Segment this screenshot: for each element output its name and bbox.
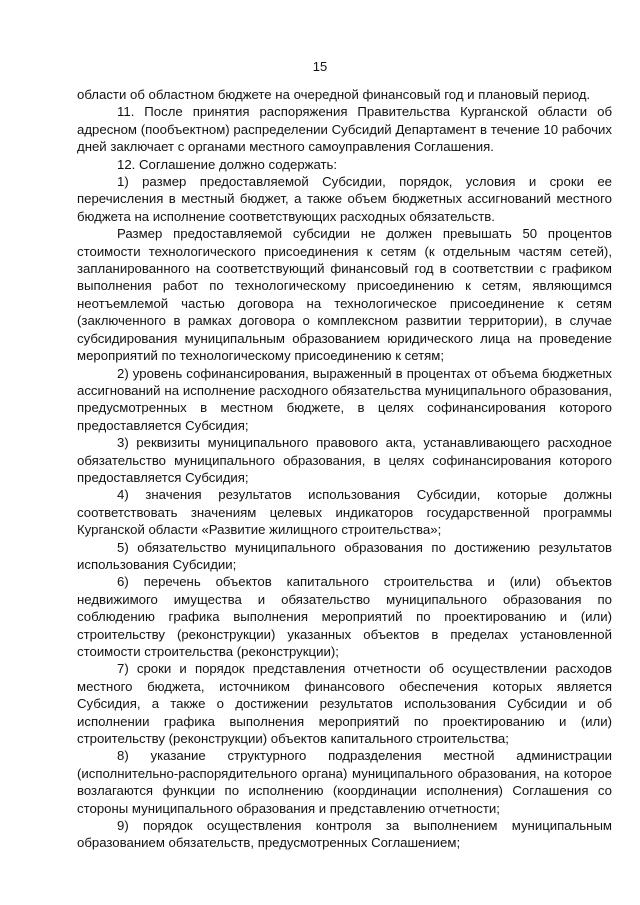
list-item-5: 5) обязательство муниципального образования по достижению результатов использования Субсидии; [77, 539, 612, 572]
list-item-8: 8) указание структурного подразделения местной администрации (исполнительно-распорядительного органа) муниципального образования, на которое возлагаются функции по исполнению (координации исполнения) Соглашения со стороны муниципального образования и представлению отчетности; [77, 748, 612, 816]
list-item-7: 7) сроки и порядок представления отчетности об осуществлении расходов местного бюджета, источником финансового обеспечения которых является Субсидия, а также о достижении результатов использования Субсидии и об исполнении графика выполнения мероприятий по проектированию и (или) строительству (реконструкции) объектов капитального строительства; [77, 661, 612, 747]
paragraph-0: области об областном бюджете на очередной финансовый год и плановый период. [77, 87, 591, 102]
subsidy-size-paragraph: Размер предоставляемой субсидии не должен превышать 50 процентов стоимости технологического присоединения к сетям (к отдельным частям сетей), запланированного на соответствующий финансовый год в соответствии с графиком выполнения работ по технологическому присоединению к сетям, являющимся неотъемлемой частью договора на технологическое присоединение к сетям (заключенного в рамках договора о комплексном развитии территории), в случае субсидирования муниципальным образованием юридического лица на проведение мероприятий по технологическому присоединению к сетям; [77, 226, 612, 364]
paragraph-11: 11. После принятия распоряжения Правительства Курганской области об адресном (пообъектном) распределении Субсидий Департамент в течение 10 рабочих дней заключает с органами местного самоуправления Соглашения. [77, 104, 612, 155]
list-item-3: 3) реквизиты муниципального правового акта, устанавливающего расходное обязательство муниципального образования, в целях софинансирования которого предоставляется Субсидия; [77, 435, 612, 485]
page-number: 15 [312, 59, 328, 74]
list-item-1: 1) размер предоставляемой Субсидии, порядок, условия и сроки ее перечисления в местный бюджет, а также объем бюджетных ассигнований местного бюджета на исполнение соответствующих расходных обязательств. [77, 174, 612, 224]
list-item-2: 2) уровень софинансирования, выраженный в процентах от объема бюджетных ассигнований на исполнение расходного обязательства муниципального образования, предусмотренных в местном бюджете, в целях софинансирования которого предоставляется Субсидия; [77, 365, 612, 433]
list-item-6: 6) перечень объектов капитального строительства и (или) объектов недвижимого имущества и обязательство муниципального образования по соблюдению графика выполнения мероприятий по проектированию и (или) строительству (реконструкции) указанных объектов в пределах установленной стоимости строительства (реконструкции); [77, 574, 612, 659]
list-item-9: 9) порядок осуществления контроля за выполнением муниципальным образованием обязательств, предусмотренных Соглашением; [77, 818, 612, 851]
list-item-4: 4) значения результатов использования Субсидии, которые должны соответствовать значениям целевых индикаторов государственной программы Курганской области «Развитие жилищного строительства»; [77, 487, 612, 538]
document-body [77, 86, 612, 852]
paragraph-12: 12. Соглашение должно содержать: [117, 156, 338, 172]
